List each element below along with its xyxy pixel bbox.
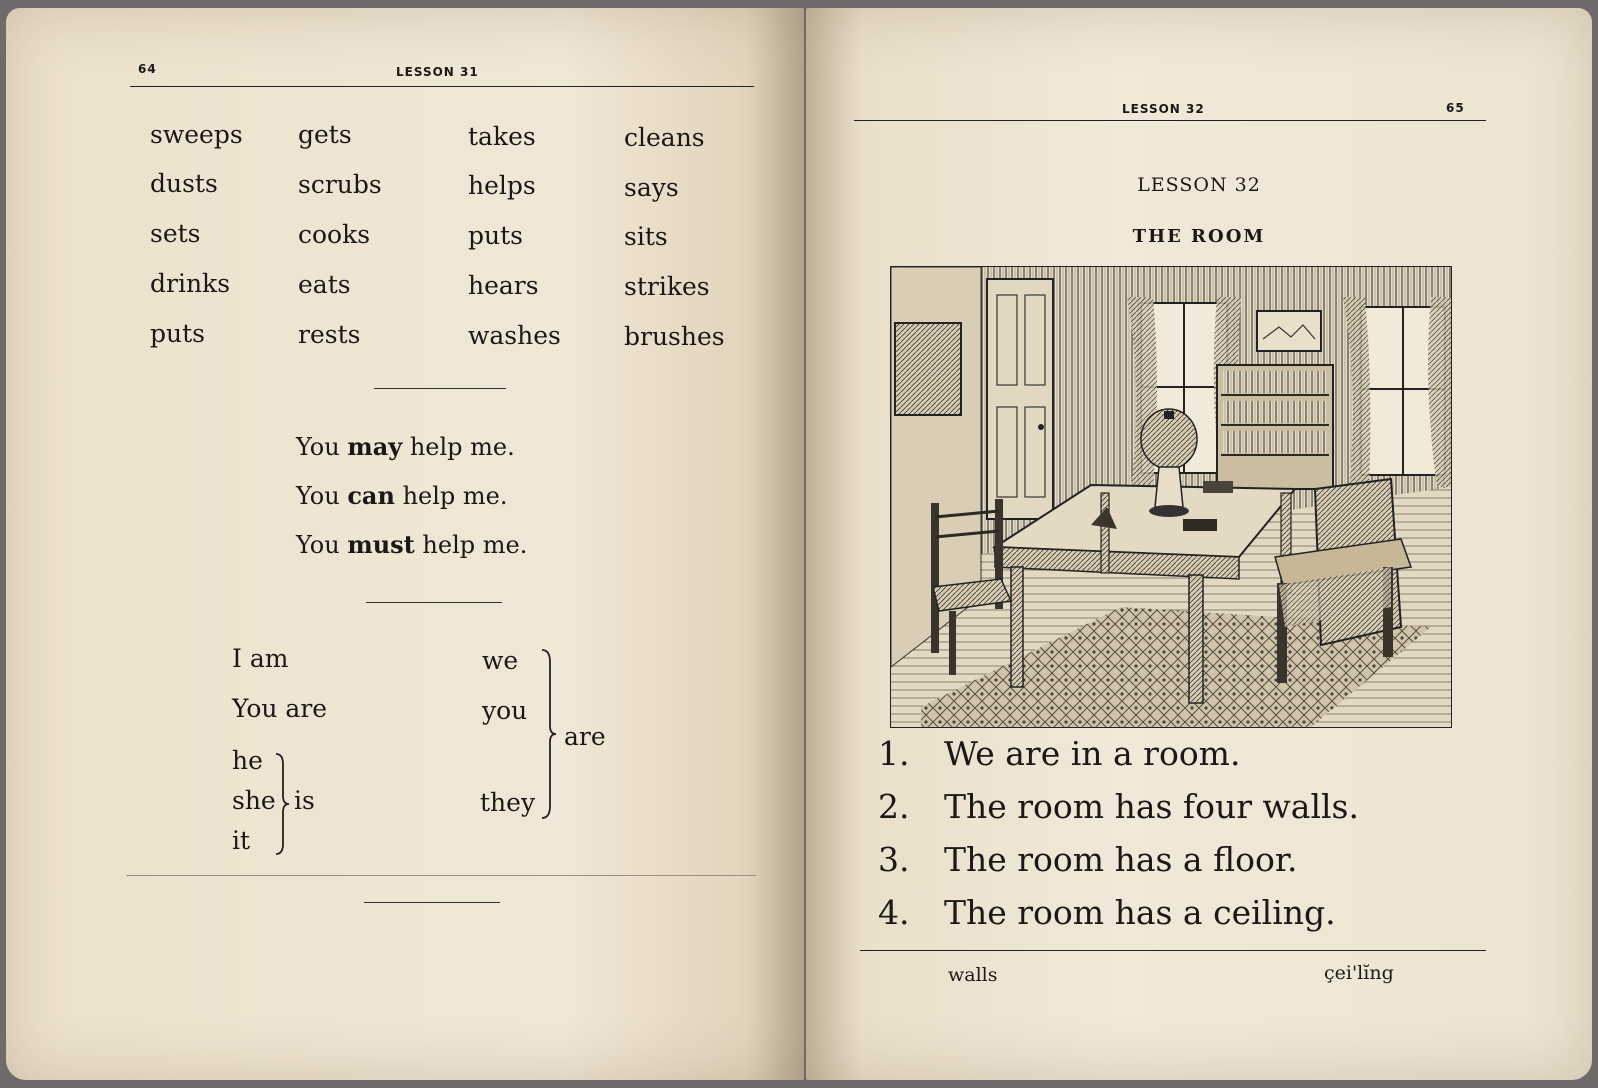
conj-he: he: [232, 746, 263, 775]
footnote-rule: [126, 875, 756, 876]
modal-verb: must: [347, 530, 415, 559]
sentence-subject: You: [296, 482, 340, 510]
word: washes: [468, 321, 561, 350]
sentence: [878, 734, 1240, 773]
sentence: [878, 787, 1359, 826]
word: takes: [468, 122, 536, 151]
word: puts: [468, 221, 523, 250]
conj-i-am: I am: [232, 644, 289, 673]
lesson-label: LESSON 32: [1137, 174, 1261, 196]
sentence: [878, 893, 1336, 932]
word: gets: [298, 120, 352, 149]
conj-it: it: [232, 826, 251, 855]
right-page: [806, 8, 1592, 1080]
word: sweeps: [150, 120, 243, 149]
sentence-number: 4.: [878, 893, 910, 932]
word: rests: [298, 320, 361, 349]
sentence-text: The room has a floor.: [944, 840, 1298, 879]
modal-sentence: [296, 481, 508, 510]
conj-you: you: [482, 696, 528, 725]
modal-verb: may: [347, 432, 403, 461]
sentence-number: 3.: [878, 840, 910, 879]
sentence-rest: help me.: [422, 531, 528, 559]
sentence-number: 2.: [878, 787, 910, 826]
sentence-text: The room has four walls.: [944, 787, 1359, 826]
sentence-subject: You: [296, 433, 340, 461]
word: dusts: [150, 169, 218, 198]
word: brushes: [624, 322, 725, 351]
conj-are: are: [564, 722, 606, 751]
left-page: [6, 8, 804, 1080]
footnote-rule: [860, 950, 1486, 951]
running-head: LESSON 32: [1122, 102, 1205, 116]
sentence-text: The room has a ceiling.: [944, 893, 1336, 932]
header-rule: [130, 86, 754, 87]
lesson-title: THE ROOM: [1132, 226, 1266, 247]
sentence-text: We are in a room.: [944, 734, 1241, 773]
conj-we: we: [482, 646, 519, 675]
modal-verb: can: [347, 481, 395, 510]
footnote-word: çei'lĭng: [1324, 962, 1394, 984]
page-number: 64: [138, 62, 157, 76]
running-head: LESSON 31: [396, 65, 479, 79]
sentence-rest: help me.: [402, 482, 508, 510]
modal-sentence: [296, 432, 515, 461]
conj-is: is: [294, 786, 315, 815]
section-divider: [366, 602, 502, 603]
section-divider: [374, 388, 506, 389]
page-number: 65: [1446, 101, 1465, 115]
word: scrubs: [298, 170, 382, 199]
word: puts: [150, 319, 205, 348]
word: cooks: [298, 220, 371, 249]
sentence-subject: You: [296, 531, 340, 559]
word: says: [624, 173, 679, 202]
conj-you-are: You are: [232, 694, 328, 723]
word: sets: [150, 219, 201, 248]
footnote-word: walls: [948, 964, 998, 986]
word: hears: [468, 271, 539, 300]
word: eats: [298, 270, 351, 299]
word: strikes: [624, 272, 710, 301]
room-illustration: [890, 266, 1452, 728]
brace-icon: [274, 752, 292, 856]
sentence: [878, 840, 1297, 879]
conj-they: they: [480, 788, 536, 817]
modal-sentence: [296, 530, 527, 559]
section-divider: [364, 902, 500, 903]
word: cleans: [624, 123, 705, 152]
word: drinks: [150, 269, 231, 298]
room-engraving: [891, 267, 1451, 727]
header-rule: [854, 120, 1486, 121]
conj-she: she: [232, 786, 276, 815]
word: helps: [468, 171, 536, 200]
word: sits: [624, 222, 668, 251]
sentence-number: 1.: [878, 734, 910, 773]
sentence-rest: help me.: [409, 433, 515, 461]
brace-icon: [540, 648, 558, 820]
